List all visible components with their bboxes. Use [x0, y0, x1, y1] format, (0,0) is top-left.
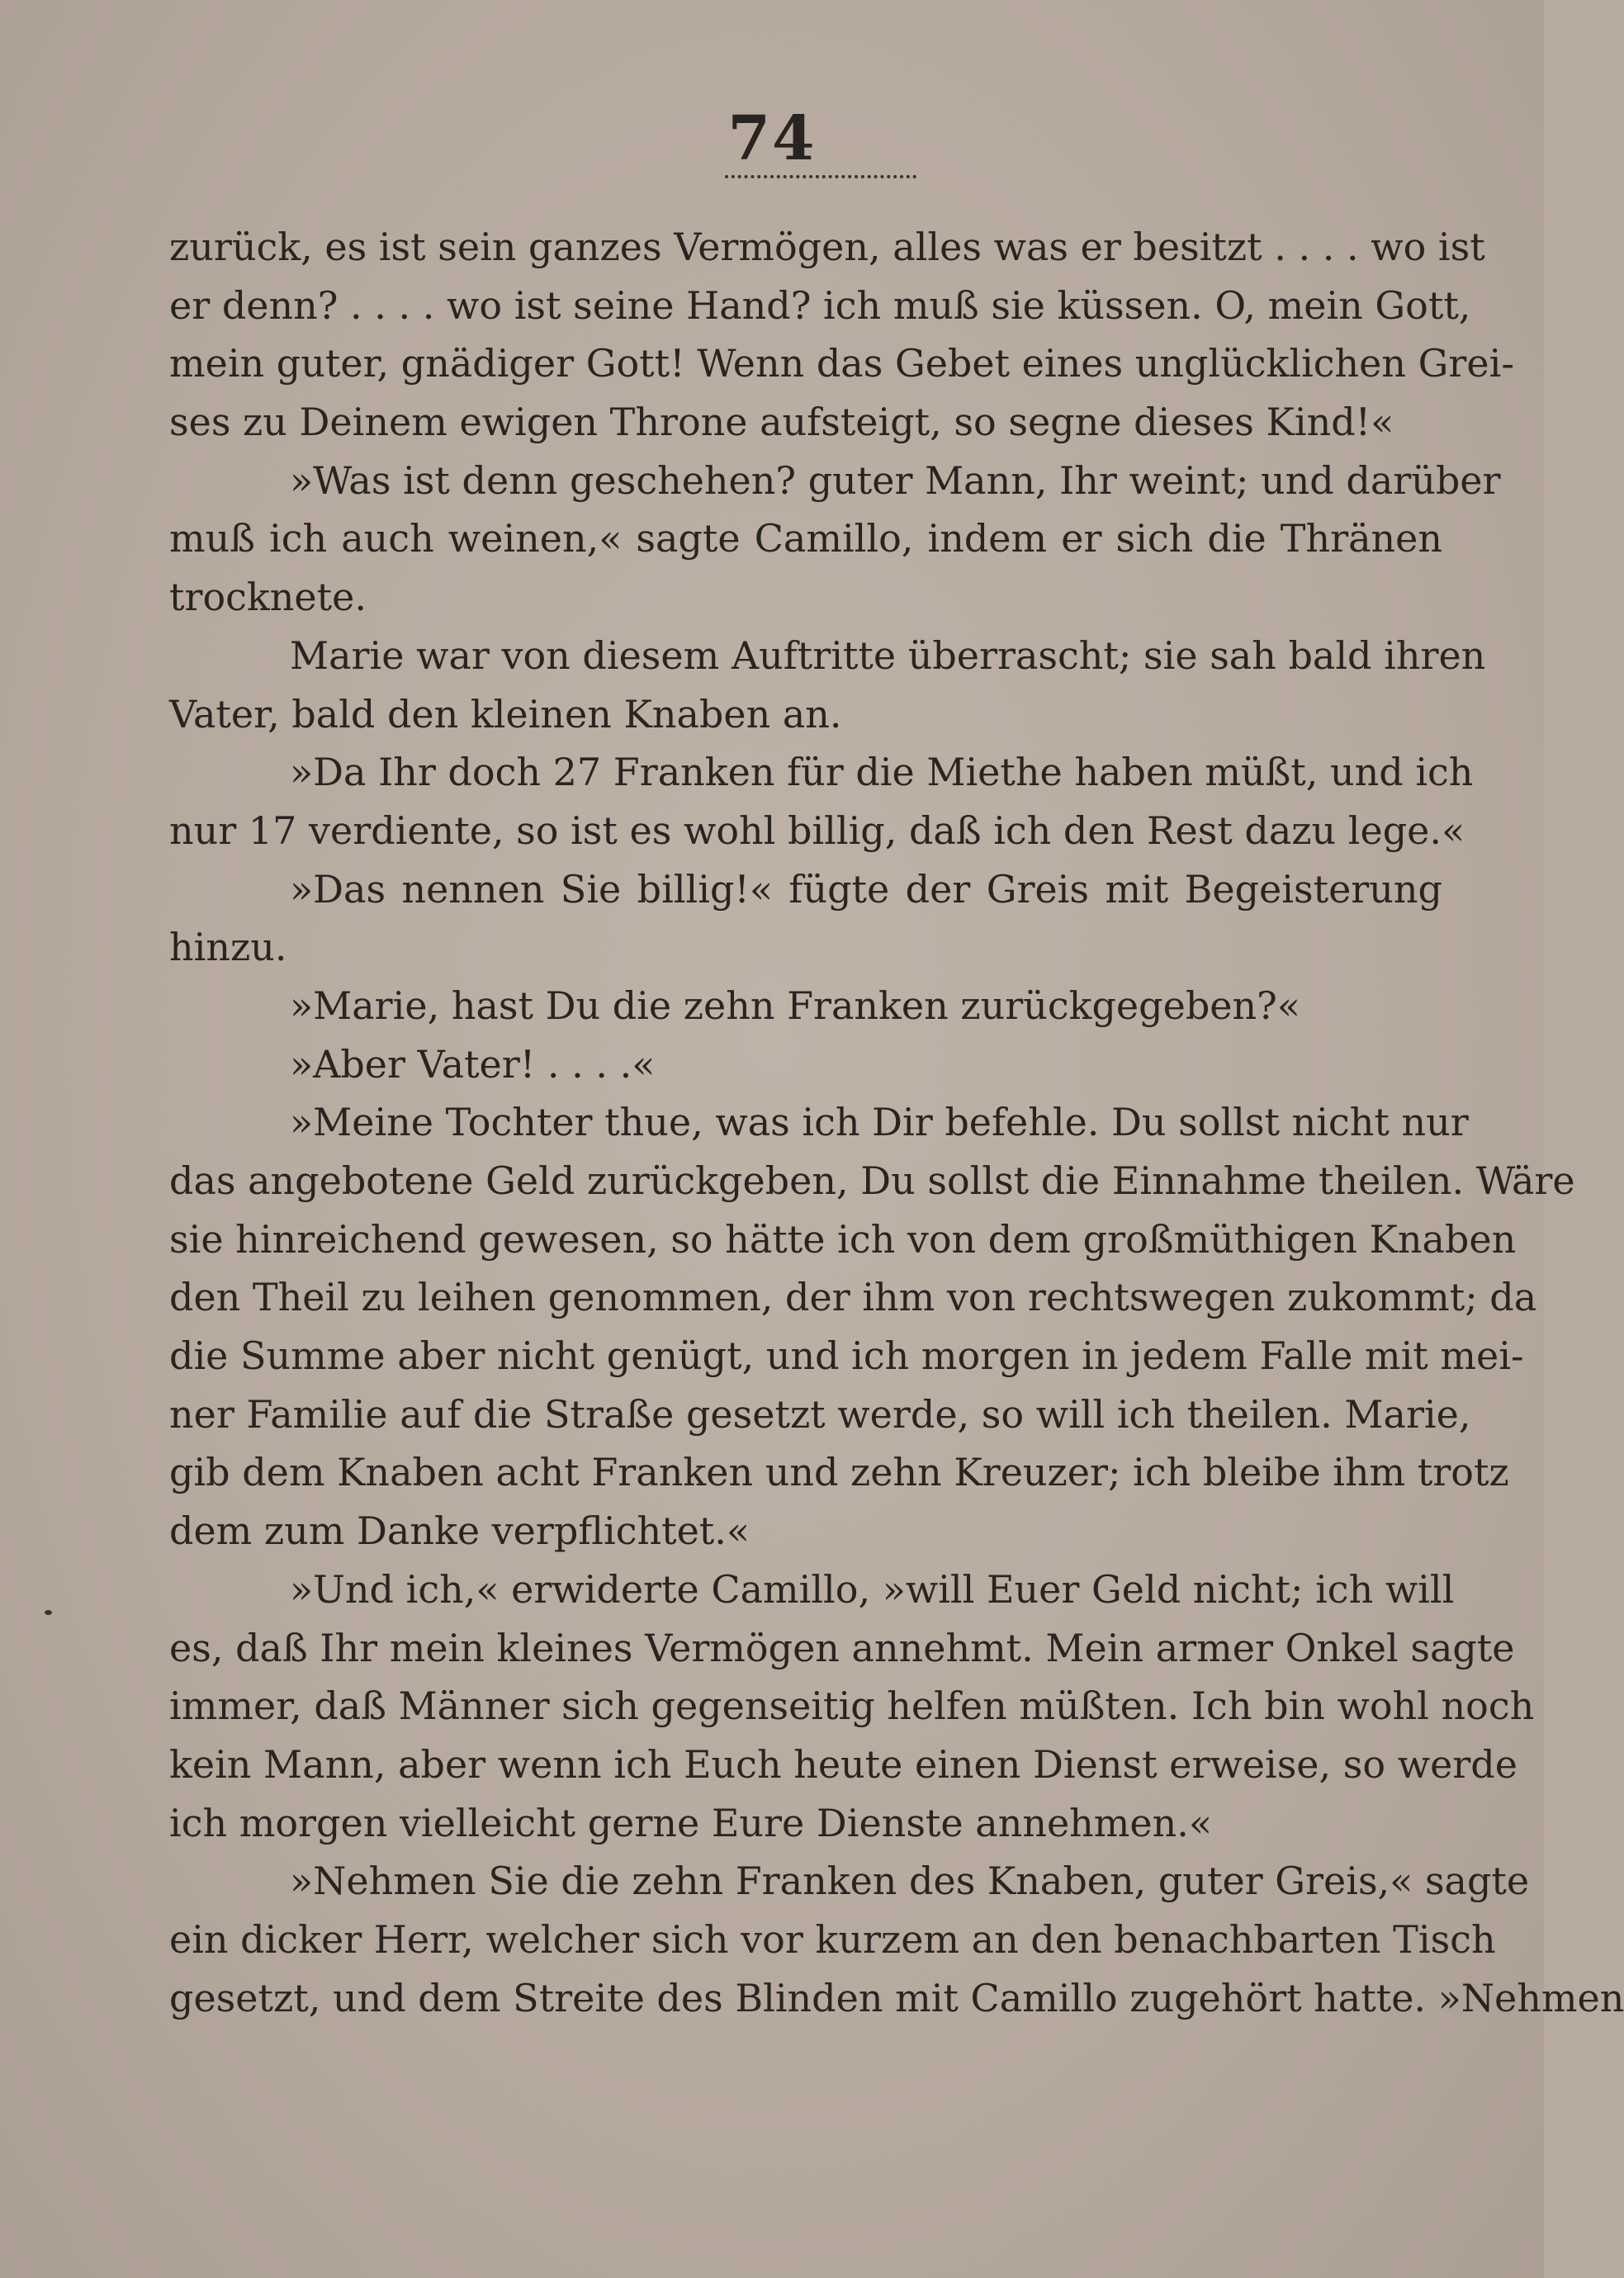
text-line: »Nehmen Sie die zehn Franken des Knaben, guter Greis,« sagte [290, 1859, 1530, 1904]
text-line: mein guter, gnädiger Gott! Wenn das Gebet eines unglücklichen Grei- [169, 341, 1514, 386]
text-line: gesetzt, und dem Streite des Blinden mit Camillo zugehört hatte. »Nehmen [169, 1975, 1624, 2020]
page-number: 74 [727, 103, 817, 174]
paper-speck [45, 1610, 52, 1615]
text-line: »Aber Vater! . . . .« [290, 1041, 656, 1087]
text-line: er denn? . . . . wo ist seine Hand? ich muß sie küssen. O, mein Gott, [169, 282, 1471, 328]
text-line: das angebotene Geld zurückgeben, Du sollst die Einnahme theilen. Wäre [169, 1158, 1575, 1203]
text-line: muß ich auch weinen,« sagte Camillo, indem er sich die Thränen [169, 516, 1442, 561]
text-line: »Und ich,« erwiderte Camillo, »will Euer Geld nicht; ich will [290, 1566, 1455, 1612]
text-line: ner Familie auf die Straße gesetzt werde, so will ich theilen. Marie, [169, 1391, 1471, 1437]
body-text [169, 218, 1624, 2027]
text-line: »Was ist denn geschehen? guter Mann, Ihr weint; und darüber [290, 457, 1501, 503]
text-line: Marie war von diesem Auftritte überrascht; sie sah bald ihren [290, 632, 1486, 678]
text-line: »Da Ihr doch 27 Franken für die Miethe haben müßt, und ich [290, 750, 1474, 795]
text-line: ich morgen vielleicht gerne Eure Dienste annehmen.« [169, 1800, 1213, 1845]
text-line: »Meine Tochter thue, was ich Dir befehle. Du sollst nicht nur [290, 1100, 1469, 1145]
text-line: immer, daß Männer sich gegenseitig helfen müßten. Ich bin wohl noch [169, 1684, 1535, 1729]
text-line: »Das nennen Sie billig!« fügte der Greis mit Begeisterung [290, 866, 1442, 912]
text-line: hinzu. [169, 925, 287, 970]
text-line: ses zu Deinem ewigen Throne aufsteigt, so segne dieses Kind!« [169, 400, 1394, 445]
text-line: zurück, es ist sein ganzes Vermögen, alles was er besitzt . . . . wo ist [169, 225, 1485, 269]
text-line: »Marie, hast Du die zehn Franken zurückgegeben?« [290, 983, 1300, 1028]
text-line: trocknete. [169, 575, 367, 620]
text-line: es, daß Ihr mein kleines Vermögen annehmt. Mein armer Onkel sagte [169, 1625, 1515, 1670]
text-line: gib dem Knaben acht Franken und zehn Kreuzer; ich bleibe ihm trotz [169, 1450, 1509, 1495]
text-line: nur 17 verdiente, so ist es wohl billig, daß ich den Rest dazu lege.« [169, 807, 1465, 853]
header-dotted-rule [725, 175, 916, 178]
text-line: ein dicker Herr, welcher sich vor kurzem an den benachbarten Tisch [169, 1916, 1496, 1962]
text-line: Vater, bald den kleinen Knaben an. [169, 691, 842, 736]
text-line: den Theil zu leihen genommen, der ihm von rechtswegen zukommt; da [169, 1275, 1537, 1320]
text-line: kein Mann, aber wenn ich Euch heute einen Dienst erweise, so werde [169, 1741, 1517, 1787]
text-line: sie hinreichend gewesen, so hätte ich von dem großmüthigen Knaben [169, 1216, 1517, 1262]
text-line: die Summe aber nicht genügt, und ich morgen in jedem Falle mit mei- [169, 1333, 1524, 1379]
text-line: dem zum Danke verpflichtet.« [169, 1508, 750, 1554]
